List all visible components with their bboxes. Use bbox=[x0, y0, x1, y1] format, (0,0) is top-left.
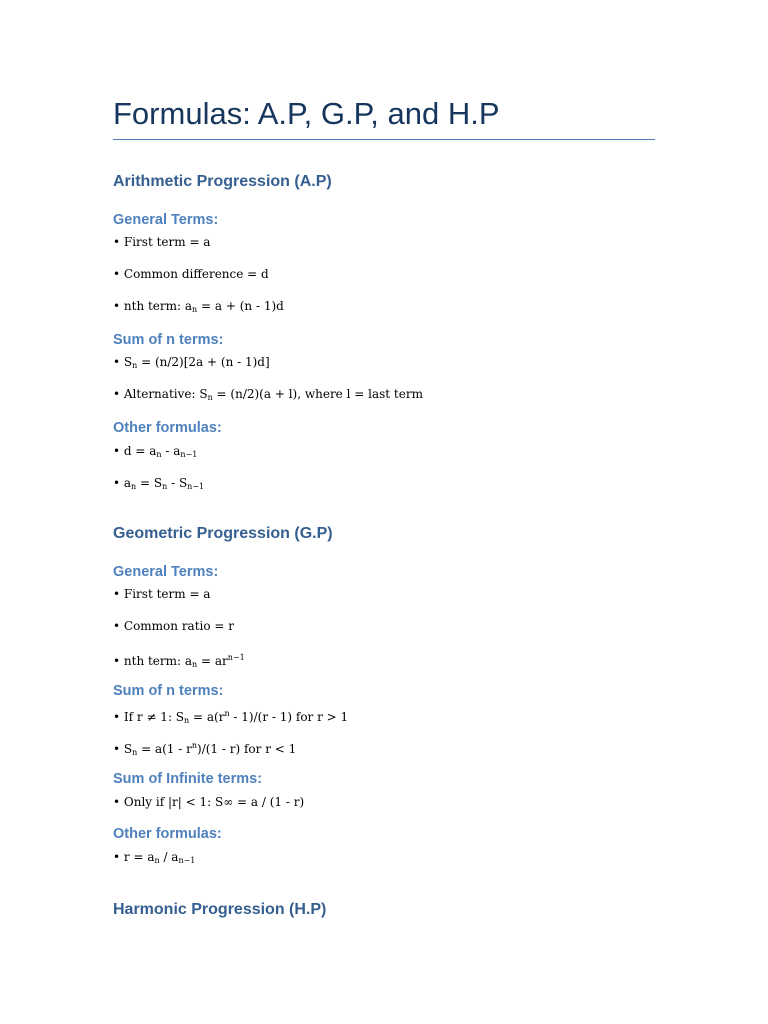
gp-general-terms-heading: General Terms: bbox=[113, 564, 219, 580]
section-heading-hp: Harmonic Progression (H.P) bbox=[113, 901, 327, 918]
ap-other-heading: Other formulas: bbox=[113, 420, 222, 436]
gp-other-heading: Other formulas: bbox=[113, 826, 222, 842]
gp-sum-formula-r-greater: • If r ≠ 1: $S_n = a(r^n - 1)/(r - 1)$ for r > 1 bbox=[113, 709, 349, 725]
ap-common-difference: • Common difference = d bbox=[113, 267, 269, 281]
page-title: Formulas: A.P, G.P, and H.P bbox=[113, 96, 500, 131]
gp-common-ratio: • Common ratio = r bbox=[113, 619, 235, 633]
ap-first-term: • First term = a bbox=[113, 235, 211, 249]
gp-infinite-sum-formula: • Only if |r| < 1: S∞ = a / (1 - r) bbox=[113, 795, 305, 809]
gp-sum-heading: Sum of n terms: bbox=[113, 683, 224, 699]
gp-other-ratio: • $r = a_n / a_{n-1}$ bbox=[113, 850, 196, 865]
section-heading-ap: Arithmetic Progression (A.P) bbox=[113, 173, 332, 190]
ap-nth-term: • nth term: $a_n = a + (n - 1)d$ bbox=[113, 299, 284, 314]
gp-nth-term: • nth term: $a_n = ar^{n-1}$ bbox=[113, 653, 245, 669]
title-underline bbox=[113, 139, 655, 140]
ap-sum-heading: Sum of n terms: bbox=[113, 332, 224, 348]
ap-sum-formula: • $S_n = (n/2)[2a + (n - 1)d]$ bbox=[113, 355, 270, 370]
gp-sum-formula-r-less: • $S_n = a(1 - r^n)/(1 - r)$ for r < 1 bbox=[113, 741, 297, 757]
gp-first-term: • First term = a bbox=[113, 587, 211, 601]
ap-other-term-from-sums: • $a_n = S_n - S_{n-1}$ bbox=[113, 476, 205, 491]
section-heading-gp: Geometric Progression (G.P) bbox=[113, 525, 333, 542]
ap-sum-alternative: • Alternative: $S_n = (n/2)(a + l)$, where l = last term bbox=[113, 387, 423, 402]
ap-other-difference: • $d = a_n - a_{n-1}$ bbox=[113, 444, 198, 459]
gp-infinite-sum-heading: Sum of Infinite terms: bbox=[113, 771, 263, 787]
ap-general-terms-heading: General Terms: bbox=[113, 212, 219, 228]
